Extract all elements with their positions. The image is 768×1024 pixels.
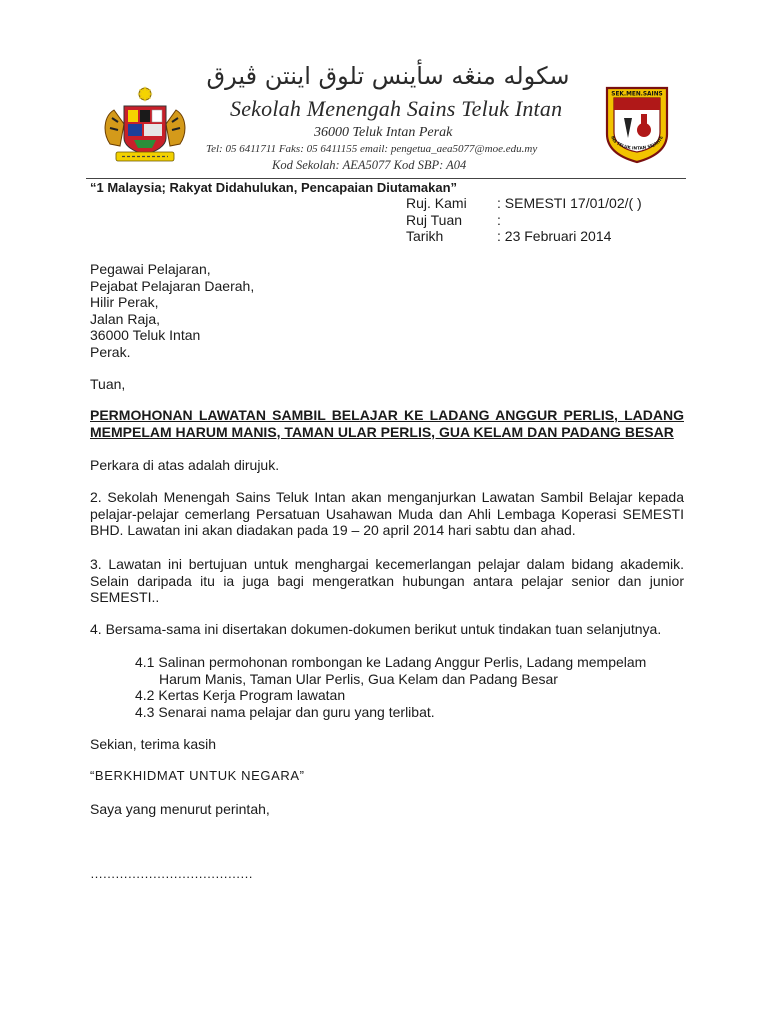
paragraph-4: 4. Bersama-sama ini disertakan dokumen-dokumen berikut untuk tindakan tuan selanjutnya. <box>90 621 662 637</box>
jawi-school-name <box>206 52 570 98</box>
signoff: Saya yang menurut perintah, <box>90 801 270 817</box>
reference-row-ruj-kami: Ruj. Kami : SEMESTI 17/01/02/( ) <box>406 195 642 211</box>
reference-block <box>406 195 642 245</box>
attachment-item: 4.2 Kertas Kerja Program lawatan <box>135 687 346 703</box>
malaysia-coat-of-arms-icon <box>98 84 192 166</box>
attachment-item: 4.1 Salinan permohonan rombongan ke Ladang Anggur Perlis, Ladang mempelam <box>135 654 647 670</box>
svg-text:SEK.MEN.SAINS: SEK.MEN.SAINS <box>611 91 663 98</box>
school-name: Sekolah Menengah Sains Teluk Intan <box>230 96 563 121</box>
closing-line: Sekian, terima kasih <box>90 736 217 752</box>
service-motto: “BERKHIDMAT UNTUK NEGARA” <box>90 768 305 783</box>
svg-text:سکوله منڠه سأينس تلوق اينتن ڤي: سکوله منڠه سأينس تلوق اينتن ڤيرق <box>206 62 570 90</box>
salutation: Tuan, <box>90 376 126 392</box>
school-contact: Tel: 05 6411711 Faks: 05 6411155 email: pengetua_aea5077@moe.edu.my <box>206 143 538 155</box>
signature-line: ………………………………… <box>90 866 253 881</box>
paragraph-3: 3. Lawatan ini bertujuan untuk menghargai kecemerlangan pelajar dalam bidang akademik. Selain daripada itu ia juga bagi mengeratkan hubungan antara pelajar senior dan junior SEMESTI.. <box>90 556 684 605</box>
reference-row-tarikh: Tarikh : 23 Februari 2014 <box>406 228 612 244</box>
letter-subject: PERMOHONAN LAWATAN SAMBIL BELAJAR KE LADANG ANGGUR PERLIS, LADANG MEMPELAM HARUM MANIS, TAMAN ULAR PERLIS, GUA KELAM DAN PADANG BESAR <box>90 407 684 440</box>
paragraph-2: 2. Sekolah Menengah Sains Teluk Intan akan menganjurkan Lawatan Sambil Belajar kepada pelajar-pelajar cemerlang Persatuan Usahawan Muda dan Ahli Lembaga Koperasi SEMESTI BHD. Lawatan ini akan diadakan pada 19 – 20 april 2014 hari sabtu dan ahad. <box>90 489 684 538</box>
recipient-address: Pegawai Pelajaran, Pejabat Pelajaran Daerah, Hilir Perak, Jalan Raja, 36000 Teluk Intan Perak. <box>90 261 255 360</box>
school-codes: Kod Sekolah: AEA5077 Kod SBP: A04 <box>272 158 467 172</box>
national-slogan: “1 Malaysia; Rakyat Didahulukan, Pencapaian Diutamakan” <box>90 180 458 195</box>
letterhead <box>0 0 768 200</box>
attachment-list <box>135 654 646 720</box>
letterhead-divider <box>86 178 686 179</box>
attachment-item: 4.3 Senarai nama pelajar dan guru yang terlibat. <box>135 703 435 720</box>
school-logo-icon <box>602 84 672 164</box>
attachment-item-continued: Harum Manis, Taman Ular Perlis, Gua Kelam dan Padang Besar <box>159 670 558 687</box>
school-address: 36000 Teluk Intan Perak <box>314 125 453 140</box>
paragraph-reference: Perkara di atas adalah dirujuk. <box>90 457 280 473</box>
reference-row-ruj-tuan: Ruj Tuan : <box>406 211 501 228</box>
svg-text:SAINS TELUK INTAN SEJAHTERA: INS TELUK INTAN SEJAHTE <box>610 135 664 151</box>
